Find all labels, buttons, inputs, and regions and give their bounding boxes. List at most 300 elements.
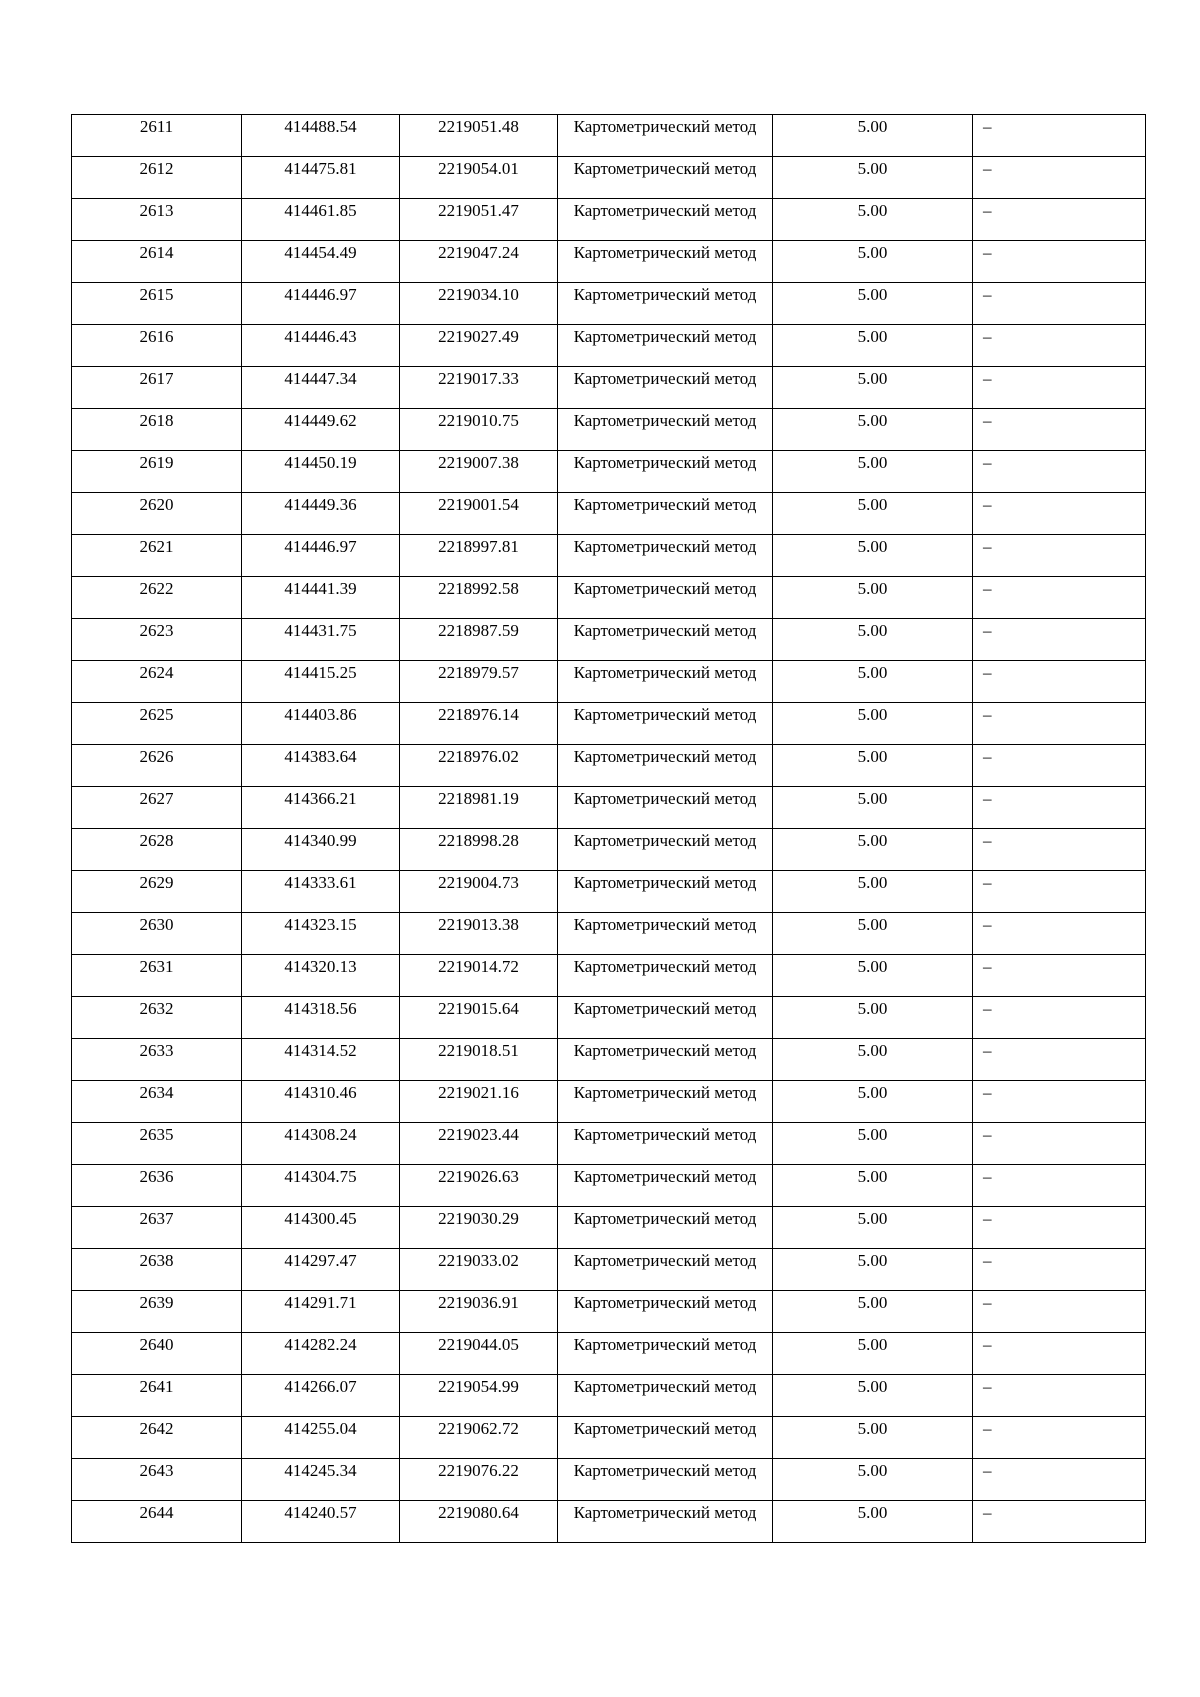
accuracy-text: 5.00 [857,999,888,1018]
x-coordinate-text: 414340.99 [284,831,357,850]
point-number-text: 2644 [139,1503,174,1522]
x-coordinate-text: 414449.36 [284,495,357,514]
method-cell [558,409,773,451]
note-text: – [983,327,992,346]
x-coordinate-cell [242,157,400,199]
method-cell [558,241,773,283]
method-cell [558,661,773,703]
method-text: Картометрический метод [573,1251,757,1270]
x-coordinate-cell [242,619,400,661]
accuracy-text: 5.00 [857,201,888,220]
note-cell [973,913,1146,955]
x-coordinate-cell [242,1459,400,1501]
accuracy-text: 5.00 [857,1209,888,1228]
x-coordinate-cell [242,1333,400,1375]
x-coordinate-text: 414323.15 [284,915,357,934]
x-coordinate-text: 414461.85 [284,201,357,220]
y-coordinate-cell [400,745,558,787]
method-text: Картометрический метод [573,411,757,430]
accuracy-text: 5.00 [857,789,888,808]
accuracy-cell [773,577,973,619]
note-cell [973,1165,1146,1207]
coordinates-table [71,114,1146,1543]
note-cell [973,703,1146,745]
point-number-text: 2612 [139,159,174,178]
method-text: Картометрический метод [573,117,757,136]
method-text: Картометрический метод [573,1377,757,1396]
method-text: Картометрический метод [573,1041,757,1060]
note-cell [973,1459,1146,1501]
table-row [72,283,1146,325]
accuracy-cell [773,157,973,199]
y-coordinate-cell [400,493,558,535]
x-coordinate-text: 414447.34 [284,369,357,388]
y-coordinate-cell [400,1333,558,1375]
table-row [72,997,1146,1039]
method-cell [558,1375,773,1417]
x-coordinate-cell [242,493,400,535]
y-coordinate-cell [400,577,558,619]
point-number-text: 2617 [139,369,174,388]
y-coordinate-text: 2219076.22 [438,1461,519,1480]
point-number-text: 2643 [139,1461,174,1480]
y-coordinate-text: 2218979.57 [438,663,519,682]
y-coordinate-cell [400,997,558,1039]
point-number-text: 2639 [139,1293,174,1312]
method-cell [558,1165,773,1207]
x-coordinate-cell [242,1375,400,1417]
accuracy-cell [773,1207,973,1249]
y-coordinate-text: 2219017.33 [438,369,519,388]
note-text: – [983,1251,992,1270]
note-cell [973,199,1146,241]
method-text: Картометрический метод [573,453,757,472]
note-text: – [983,999,992,1018]
method-cell [558,1039,773,1081]
point-number-cell [72,1039,242,1081]
note-text: – [983,117,992,136]
note-cell [973,115,1146,157]
note-cell [973,1081,1146,1123]
y-coordinate-text: 2218976.02 [438,747,519,766]
x-coordinate-text: 414304.75 [284,1167,357,1186]
accuracy-text: 5.00 [857,537,888,556]
accuracy-text: 5.00 [857,1503,888,1522]
note-text: – [983,1377,992,1396]
method-text: Картометрический метод [573,663,757,682]
method-cell [558,913,773,955]
note-cell [973,829,1146,871]
x-coordinate-text: 414318.56 [284,999,357,1018]
x-coordinate-text: 414441.39 [284,579,357,598]
method-text: Картометрический метод [573,327,757,346]
x-coordinate-text: 414366.21 [284,789,357,808]
accuracy-text: 5.00 [857,1083,888,1102]
note-text: – [983,579,992,598]
x-coordinate-cell [242,745,400,787]
note-cell [973,955,1146,997]
method-cell [558,1459,773,1501]
point-number-text: 2626 [139,747,174,766]
accuracy-cell [773,703,973,745]
note-cell [973,241,1146,283]
y-coordinate-cell [400,1417,558,1459]
x-coordinate-text: 414310.46 [284,1083,357,1102]
y-coordinate-cell [400,199,558,241]
point-number-text: 2613 [139,201,174,220]
x-coordinate-cell [242,787,400,829]
point-number-cell [72,409,242,451]
y-coordinate-cell [400,409,558,451]
note-text: – [983,1209,992,1228]
note-cell [973,1207,1146,1249]
method-text: Картометрический метод [573,495,757,514]
accuracy-cell [773,1165,973,1207]
method-text: Картометрический метод [573,201,757,220]
note-cell [973,871,1146,913]
accuracy-text: 5.00 [857,915,888,934]
y-coordinate-text: 2219010.75 [438,411,519,430]
note-cell [973,283,1146,325]
point-number-cell [72,1123,242,1165]
method-text: Картометрический метод [573,915,757,934]
note-text: – [983,369,992,388]
y-coordinate-cell [400,1039,558,1081]
method-text: Картометрический метод [573,537,757,556]
point-number-cell [72,1081,242,1123]
point-number-text: 2611 [139,117,174,136]
table-row [72,787,1146,829]
accuracy-cell [773,1291,973,1333]
method-text: Картометрический метод [573,1083,757,1102]
table-row [72,1375,1146,1417]
point-number-text: 2632 [139,999,174,1018]
y-coordinate-text: 2219027.49 [438,327,519,346]
y-coordinate-text: 2219054.01 [438,159,519,178]
note-text: – [983,621,992,640]
note-cell [973,1501,1146,1543]
table-row [72,955,1146,997]
table-row [72,1165,1146,1207]
method-text: Картометрический метод [573,1209,757,1228]
accuracy-text: 5.00 [857,159,888,178]
accuracy-cell [773,1459,973,1501]
method-text: Картометрический метод [573,999,757,1018]
point-number-cell [72,1291,242,1333]
accuracy-cell [773,661,973,703]
method-text: Картометрический метод [573,369,757,388]
method-cell [558,787,773,829]
point-number-cell [72,451,242,493]
accuracy-cell [773,367,973,409]
note-cell [973,1039,1146,1081]
table-row [72,577,1146,619]
note-cell [973,493,1146,535]
point-number-text: 2622 [139,579,174,598]
method-text: Картометрический метод [573,159,757,178]
note-cell [973,997,1146,1039]
note-cell [973,745,1146,787]
table-row [72,619,1146,661]
y-coordinate-cell [400,1123,558,1165]
x-coordinate-text: 414297.47 [284,1251,357,1270]
table-row [72,871,1146,913]
y-coordinate-cell [400,1207,558,1249]
note-cell [973,1291,1146,1333]
point-number-cell [72,871,242,913]
x-coordinate-text: 414266.07 [284,1377,357,1396]
method-text: Картометрический метод [573,789,757,808]
y-coordinate-text: 2218981.19 [438,789,519,808]
y-coordinate-cell [400,283,558,325]
point-number-text: 2614 [139,243,174,262]
table-row [72,325,1146,367]
note-cell [973,1333,1146,1375]
x-coordinate-cell [242,1501,400,1543]
method-text: Картометрический метод [573,873,757,892]
note-cell [973,787,1146,829]
note-text: – [983,1461,992,1480]
accuracy-cell [773,1039,973,1081]
accuracy-text: 5.00 [857,1377,888,1396]
x-coordinate-cell [242,409,400,451]
method-cell [558,493,773,535]
y-coordinate-cell [400,1459,558,1501]
x-coordinate-cell [242,1081,400,1123]
method-text: Картометрический метод [573,621,757,640]
point-number-cell [72,745,242,787]
point-number-text: 2621 [139,537,174,556]
method-text: Картометрический метод [573,1293,757,1312]
note-text: – [983,243,992,262]
accuracy-cell [773,997,973,1039]
table-row [72,199,1146,241]
point-number-text: 2615 [139,285,174,304]
accuracy-cell [773,535,973,577]
point-number-cell [72,619,242,661]
point-number-text: 2616 [139,327,174,346]
table-row [72,829,1146,871]
y-coordinate-text: 2219062.72 [438,1419,519,1438]
x-coordinate-cell [242,577,400,619]
x-coordinate-text: 414245.34 [284,1461,357,1480]
method-text: Картометрический метод [573,957,757,976]
note-text: – [983,201,992,220]
note-cell [973,619,1146,661]
accuracy-text: 5.00 [857,831,888,850]
table-row [72,409,1146,451]
accuracy-text: 5.00 [857,1251,888,1270]
y-coordinate-cell [400,1249,558,1291]
accuracy-cell [773,745,973,787]
accuracy-text: 5.00 [857,411,888,430]
note-text: – [983,1041,992,1060]
accuracy-text: 5.00 [857,1335,888,1354]
table-row [72,703,1146,745]
accuracy-text: 5.00 [857,1041,888,1060]
method-cell [558,577,773,619]
accuracy-text: 5.00 [857,369,888,388]
method-cell [558,829,773,871]
method-cell [558,619,773,661]
point-number-cell [72,535,242,577]
accuracy-cell [773,913,973,955]
table-row [72,1291,1146,1333]
accuracy-cell [773,493,973,535]
y-coordinate-text: 2218976.14 [438,705,519,724]
y-coordinate-cell [400,535,558,577]
method-cell [558,703,773,745]
point-number-text: 2637 [139,1209,174,1228]
y-coordinate-text: 2219004.73 [438,873,519,892]
accuracy-cell [773,1501,973,1543]
y-coordinate-text: 2218992.58 [438,579,519,598]
y-coordinate-text: 2219021.16 [438,1083,519,1102]
point-number-text: 2638 [139,1251,174,1270]
point-number-text: 2629 [139,873,174,892]
note-cell [973,661,1146,703]
y-coordinate-cell [400,1501,558,1543]
x-coordinate-cell [242,283,400,325]
table-row [72,1501,1146,1543]
x-coordinate-text: 414475.81 [284,159,357,178]
table-row [72,1249,1146,1291]
point-number-text: 2630 [139,915,174,934]
table-row [72,913,1146,955]
accuracy-text: 5.00 [857,453,888,472]
point-number-text: 2625 [139,705,174,724]
accuracy-text: 5.00 [857,705,888,724]
note-cell [973,367,1146,409]
method-cell [558,871,773,913]
method-text: Картометрический метод [573,285,757,304]
note-cell [973,1375,1146,1417]
method-cell [558,745,773,787]
method-text: Картометрический метод [573,831,757,850]
y-coordinate-text: 2219080.64 [438,1503,519,1522]
x-coordinate-cell [242,913,400,955]
x-coordinate-cell [242,1165,400,1207]
method-text: Картометрический метод [573,1335,757,1354]
y-coordinate-text: 2219033.02 [438,1251,519,1270]
accuracy-cell [773,829,973,871]
note-cell [973,1417,1146,1459]
method-text: Картометрический метод [573,705,757,724]
method-cell [558,1333,773,1375]
point-number-text: 2627 [139,789,174,808]
note-text: – [983,747,992,766]
y-coordinate-cell [400,157,558,199]
accuracy-cell [773,871,973,913]
point-number-cell [72,1249,242,1291]
accuracy-cell [773,955,973,997]
accuracy-text: 5.00 [857,1461,888,1480]
x-coordinate-text: 414449.62 [284,411,357,430]
table-row [72,451,1146,493]
note-text: – [983,705,992,724]
y-coordinate-text: 2219014.72 [438,957,519,976]
accuracy-text: 5.00 [857,957,888,976]
point-number-cell [72,493,242,535]
point-number-cell [72,367,242,409]
accuracy-cell [773,619,973,661]
point-number-cell [72,661,242,703]
x-coordinate-cell [242,703,400,745]
method-text: Картометрический метод [573,747,757,766]
method-text: Картометрический метод [573,1503,757,1522]
x-coordinate-cell [242,955,400,997]
x-coordinate-text: 414403.86 [284,705,357,724]
table-row [72,745,1146,787]
point-number-text: 2642 [139,1419,174,1438]
y-coordinate-cell [400,1291,558,1333]
y-coordinate-text: 2219044.05 [438,1335,519,1354]
note-text: – [983,789,992,808]
point-number-text: 2623 [139,621,174,640]
point-number-cell [72,1459,242,1501]
point-number-cell [72,325,242,367]
accuracy-text: 5.00 [857,327,888,346]
table-row [72,493,1146,535]
point-number-cell [72,1165,242,1207]
x-coordinate-cell [242,115,400,157]
table-row [72,1333,1146,1375]
note-cell [973,157,1146,199]
y-coordinate-text: 2219030.29 [438,1209,519,1228]
accuracy-text: 5.00 [857,495,888,514]
point-number-cell [72,115,242,157]
point-number-cell [72,703,242,745]
note-text: – [983,831,992,850]
y-coordinate-text: 2219007.38 [438,453,519,472]
note-cell [973,1249,1146,1291]
method-cell [558,283,773,325]
x-coordinate-text: 414282.24 [284,1335,357,1354]
x-coordinate-text: 414333.61 [284,873,357,892]
x-coordinate-text: 414431.75 [284,621,357,640]
y-coordinate-cell [400,661,558,703]
point-number-cell [72,1207,242,1249]
x-coordinate-cell [242,1123,400,1165]
point-number-text: 2636 [139,1167,174,1186]
note-text: – [983,1083,992,1102]
point-number-cell [72,829,242,871]
point-number-text: 2618 [139,411,174,430]
method-text: Картометрический метод [573,1125,757,1144]
x-coordinate-cell [242,1291,400,1333]
method-cell [558,1291,773,1333]
point-number-text: 2633 [139,1041,174,1060]
x-coordinate-text: 414300.45 [284,1209,357,1228]
accuracy-text: 5.00 [857,1293,888,1312]
x-coordinate-text: 414314.52 [284,1041,357,1060]
y-coordinate-text: 2219047.24 [438,243,519,262]
method-cell [558,1123,773,1165]
method-text: Картометрический метод [573,243,757,262]
note-text: – [983,1503,992,1522]
note-cell [973,409,1146,451]
x-coordinate-cell [242,451,400,493]
accuracy-text: 5.00 [857,285,888,304]
x-coordinate-text: 414308.24 [284,1125,357,1144]
y-coordinate-cell [400,1375,558,1417]
x-coordinate-text: 414454.49 [284,243,357,262]
point-number-cell [72,577,242,619]
method-cell [558,115,773,157]
table-row [72,115,1146,157]
note-cell [973,451,1146,493]
note-text: – [983,915,992,934]
